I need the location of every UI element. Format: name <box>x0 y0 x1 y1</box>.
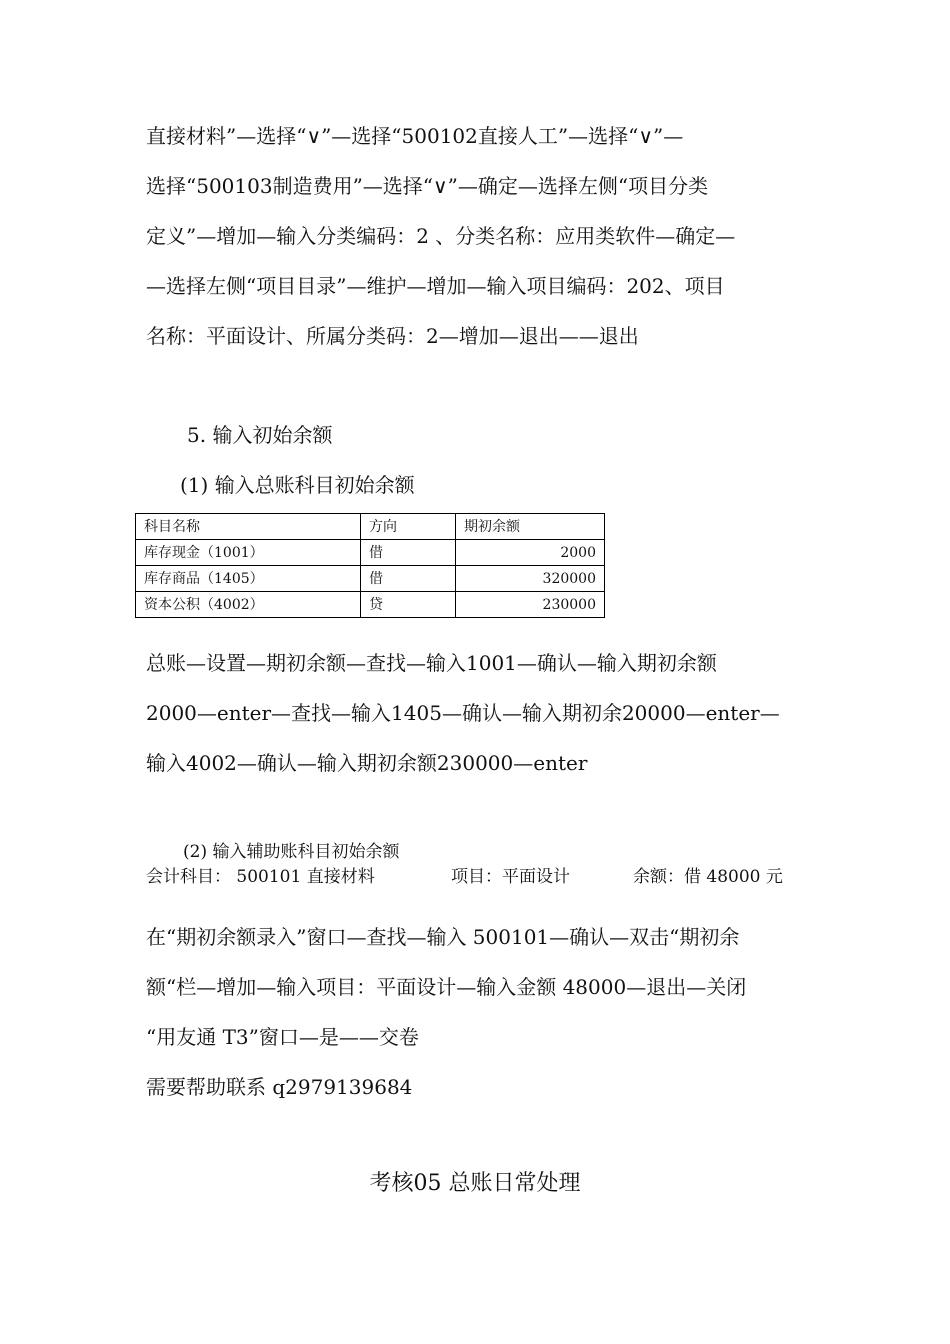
opening-balance-table <box>135 513 605 618</box>
subsection-heading-1: (1) 输入总账科目初始余额 <box>180 473 415 497</box>
intro-line-4: —选择左侧“项目目录”—维护—增加—输入项目编码：202、项目 <box>146 274 725 298</box>
assist-balance: 余额：借 48000 元 <box>633 867 783 887</box>
table-row <box>136 566 605 592</box>
table-header-row <box>136 514 605 540</box>
table-row <box>136 592 605 618</box>
intro-line-2: 选择“500103制造费用”—选择“∨”—确定—选择左侧“项目分类 <box>146 174 709 198</box>
column-header-account: 科目名称 <box>136 514 361 540</box>
cell-direction: 借 <box>361 566 456 592</box>
intro-line-5: 名称：平面设计、所属分类码：2—增加—退出——退出 <box>146 324 639 348</box>
assist-account: 会计科目： 500101 直接材料 <box>146 867 375 887</box>
intro-line-3: 定义”—增加—输入分类编码：2 、分类名称：应用类软件—确定— <box>146 224 736 248</box>
steps2-line-3: “用友通 T3”窗口—是——交卷 <box>146 1025 419 1049</box>
cell-balance: 2000 <box>456 540 605 566</box>
table-row <box>136 540 605 566</box>
section-heading: 5. 输入初始余额 <box>187 423 333 447</box>
cell-balance: 230000 <box>456 592 605 618</box>
steps1-line-1: 总账—设置—期初余额—查找—输入1001—确认—输入期初余额 <box>146 651 717 675</box>
cell-account: 资本公积（4002） <box>136 592 361 618</box>
assist-account-info <box>146 866 783 888</box>
cell-direction: 借 <box>361 540 456 566</box>
assist-project: 项目：平面设计 <box>451 867 570 887</box>
cell-balance: 320000 <box>456 566 605 592</box>
steps2-line-1: 在“期初余额录入”窗口—查找—输入 500101—确认—双击“期初余 <box>146 925 740 949</box>
cell-direction: 贷 <box>361 592 456 618</box>
cell-account: 库存商品（1405） <box>136 566 361 592</box>
steps1-line-2: 2000—enter—查找—输入1405—确认—输入期初余20000—enter— <box>146 701 780 725</box>
column-header-direction: 方向 <box>361 514 456 540</box>
steps1-line-3: 输入4002—确认—输入期初余额230000—enter <box>146 751 588 775</box>
cell-account: 库存现金（1001） <box>136 540 361 566</box>
intro-line-1: 直接材料”—选择“∨”—选择“500102直接人工”—选择“∨”— <box>146 124 684 148</box>
subsection-heading-2: (2) 输入辅助账科目初始余额 <box>183 842 400 862</box>
steps2-line-2: 额“栏—增加—输入项目：平面设计—输入金额 48000—退出—关闭 <box>146 975 747 999</box>
next-section-title: 考核05 总账日常处理 <box>369 1171 581 1196</box>
column-header-balance: 期初余额 <box>456 514 605 540</box>
contact-line: 需要帮助联系 q2979139684 <box>146 1075 413 1099</box>
